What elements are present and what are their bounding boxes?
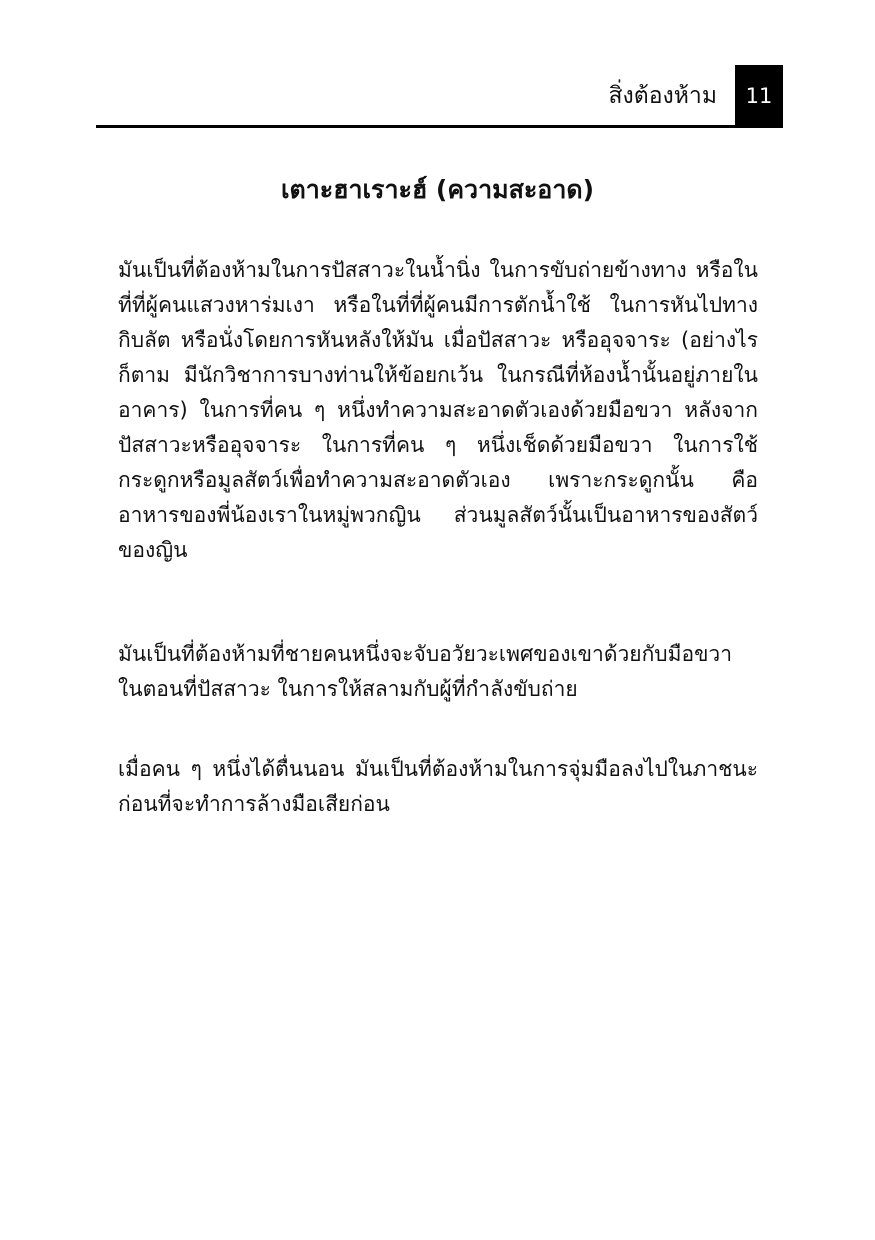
text-line: มันเป็นที่ต้องห้ามที่ชายคนหนึ่งจะจับอวัยวะเพศของเขาด้วยกับมือขวา bbox=[118, 642, 733, 666]
text-line: อาหารของพี่น้องเราในหมู่พวกญิน ส่วนมูลสัตว์นั้นเป็นอาหารของสัตว์ bbox=[118, 503, 758, 527]
text-line: อาคาร) ในการที่คน ๆ หนึ่งทำความสะอาดตัวเองด้วยมือขวา หลังจาก bbox=[118, 398, 758, 422]
running-header-title: สิ่งต้องห้าม bbox=[608, 83, 717, 109]
text-line: ของญิน bbox=[118, 538, 188, 562]
paragraph-2 bbox=[118, 637, 758, 707]
paragraph-1 bbox=[118, 253, 758, 568]
page-number: 11 bbox=[745, 84, 773, 108]
header-rule bbox=[96, 125, 783, 128]
text-line: ก่อนที่จะทำการล้างมือเสียก่อน bbox=[118, 792, 390, 816]
page-number-box bbox=[735, 65, 783, 127]
text-line: กิบลัต หรือนั่งโดยการหันหลังให้มัน เมื่อปัสสาวะ หรืออุจจาระ (อย่างไร bbox=[118, 328, 758, 352]
text-line: ปัสสาวะหรืออุจจาระ ในการที่คน ๆ หนึ่งเช็ดด้วยมือขวา ในการใช้ bbox=[118, 433, 758, 457]
text-line: เมื่อคน ๆ หนึ่งได้ตื่นนอน มันเป็นที่ต้องห้ามในการจุ่มมือลงไปในภาชนะ bbox=[118, 757, 758, 781]
text-line: ในตอนที่ปัสสาวะ ในการให้สลามกับผู้ที่กำลังขับถ่าย bbox=[118, 677, 578, 701]
text-line: ที่ที่ผู้คนแสวงหาร่มเงา หรือในที่ที่ผู้คนมีการตักน้ำใช้ ในการหันไปทาง bbox=[118, 293, 758, 317]
section-heading: เตาะฮาเราะฮ์ (ความสะอาด) bbox=[280, 175, 595, 204]
text-line: กระดูกหรือมูลสัตว์เพื่อทำความสะอาดตัวเอง เพราะกระดูกนั้น คือ bbox=[118, 468, 758, 492]
text-line: มันเป็นที่ต้องห้ามในการปัสสาวะในน้ำนิ่ง ในการขับถ่ายข้างทาง หรือใน bbox=[118, 258, 758, 282]
text-line: ก็ตาม มีนักวิชาการบางท่านให้ข้อยกเว้น ในกรณีที่ห้องน้ำนั้นอยู่ภายใน bbox=[118, 363, 758, 387]
paragraph-3 bbox=[118, 752, 758, 822]
